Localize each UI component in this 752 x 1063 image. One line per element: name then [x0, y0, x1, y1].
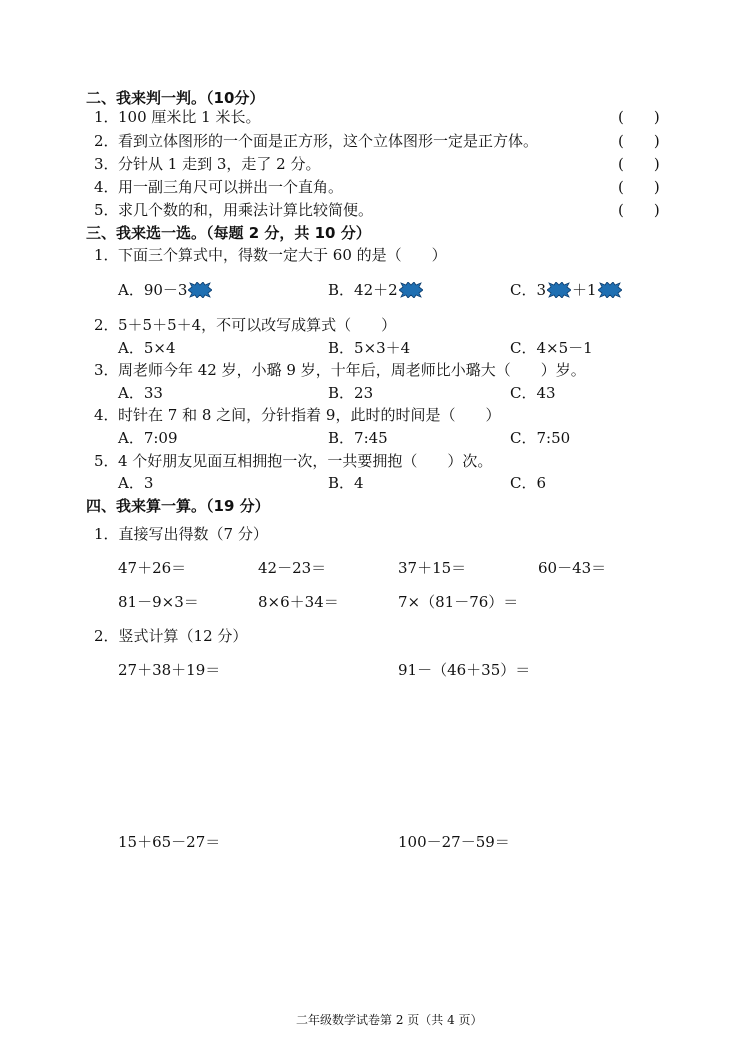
choice-q5-text: 4 个好朋友见面互相拥抱一次，一共要拥抱（ ）次。	[118, 452, 493, 470]
choice-q5-option-b[interactable]: B．4	[328, 474, 364, 492]
judge-item-1-number: 1．	[94, 108, 119, 126]
oral-calc-item: 7×（81－76）＝	[398, 593, 519, 611]
ink-blot-icon	[547, 282, 571, 298]
option-a-text: A．90－3	[118, 281, 188, 299]
choice-q3-text: 周老师今年 42 岁，小璐 9 岁，十年后，周老师比小璐大（ ）岁。	[118, 361, 586, 379]
choice-q3-number: 3．	[94, 361, 119, 379]
choice-q2-number: 2．	[94, 316, 119, 334]
choice-q2-option-a[interactable]: A．5×4	[118, 339, 176, 357]
choice-q4-option-b[interactable]: B．7:45	[328, 429, 388, 447]
choice-q4-option-a[interactable]: A．7:09	[118, 429, 178, 447]
section2-heading: 二、我来判一判。（10分）	[86, 89, 265, 107]
judge-item-4-text: 用一副三角尺可以拼出一个直角。	[118, 178, 344, 196]
oral-calc-item: 8×6＋34＝	[258, 593, 339, 611]
ink-blot-icon	[399, 282, 423, 298]
choice-q3-option-c[interactable]: C．43	[510, 384, 556, 402]
judge-item-4-number: 4．	[94, 178, 119, 196]
choice-q4-number: 4．	[94, 406, 119, 424]
judge-item-3-text: 分针从 1 走到 3，走了 2 分。	[118, 155, 321, 173]
oral-calc-item: 47＋26＝	[118, 559, 187, 577]
vertical-calc-item: 91－（46＋35）＝	[398, 661, 531, 679]
choice-q1-option-b[interactable]	[328, 280, 424, 300]
option-c-text: C．3	[510, 281, 547, 299]
judge-item-3-number: 3．	[94, 155, 119, 173]
judge-item-3-answer-blank[interactable]: ( )	[618, 155, 660, 173]
option-b-text: B．42＋2	[328, 281, 398, 299]
page-footer: 二年级数学试卷第 2 页（共 4 页）	[296, 1013, 483, 1027]
ink-blot-icon	[188, 282, 212, 298]
judge-item-5-answer-blank[interactable]: ( )	[618, 201, 660, 219]
vertical-calc-item: 15＋65－27＝	[118, 833, 221, 851]
choice-q5-option-c[interactable]: C．6	[510, 474, 547, 492]
ink-blot-icon	[598, 282, 622, 298]
calc-part1-title: 1．直接写出得数（7 分）	[94, 525, 268, 543]
choice-q5-number: 5．	[94, 452, 119, 470]
oral-calc-item: 60－43＝	[538, 559, 607, 577]
choice-q1-number: 1．	[94, 246, 119, 264]
vertical-calc-item: 27＋38＋19＝	[118, 661, 221, 679]
judge-item-2-text: 看到立体图形的一个面是正方形，这个立体图形一定是正方体。	[118, 132, 539, 150]
oral-calc-item: 37＋15＝	[398, 559, 467, 577]
choice-q2-option-b[interactable]: B．5×3＋4	[328, 339, 411, 357]
section4-heading: 四、我来算一算。（19 分）	[86, 497, 270, 515]
choice-q1-option-c[interactable]	[510, 280, 623, 300]
choice-q4-text: 时针在 7 和 8 之间，分针指着 9，此时的时间是（ ）	[118, 406, 501, 424]
choice-q3-option-b[interactable]: B．23	[328, 384, 374, 402]
judge-item-5-text: 求几个数的和，用乘法计算比较简便。	[118, 201, 374, 219]
choice-q1-text: 下面三个算式中，得数一定大于 60 的是（ ）	[118, 246, 447, 264]
choice-q1-option-a[interactable]	[118, 280, 213, 300]
choice-q2-text: 5＋5＋5＋4，不可以改写成算式（ ）	[118, 316, 397, 334]
choice-q5-option-a[interactable]: A．3	[118, 474, 154, 492]
judge-item-5-number: 5．	[94, 201, 119, 219]
oral-calc-item: 81－9×3＝	[118, 593, 199, 611]
choice-q3-option-a[interactable]: A．33	[118, 384, 163, 402]
calc-part2-title: 2．竖式计算（12 分）	[94, 627, 248, 645]
judge-item-2-answer-blank[interactable]: ( )	[618, 132, 660, 150]
choice-q4-option-c[interactable]: C．7:50	[510, 429, 571, 447]
judge-item-4-answer-blank[interactable]: ( )	[618, 178, 660, 196]
judge-item-1-answer-blank[interactable]: ( )	[618, 108, 660, 126]
judge-item-1-text: 100 厘米比 1 米长。	[118, 108, 261, 126]
vertical-calc-item: 100－27－59＝	[398, 833, 510, 851]
oral-calc-item: 42－23＝	[258, 559, 327, 577]
section3-heading: 三、我来选一选。（每题 2 分，共 10 分）	[86, 224, 371, 242]
option-c-text-suffix: ＋1	[572, 281, 597, 299]
judge-item-2-number: 2．	[94, 132, 119, 150]
choice-q2-option-c[interactable]: C．4×5－1	[510, 339, 593, 357]
